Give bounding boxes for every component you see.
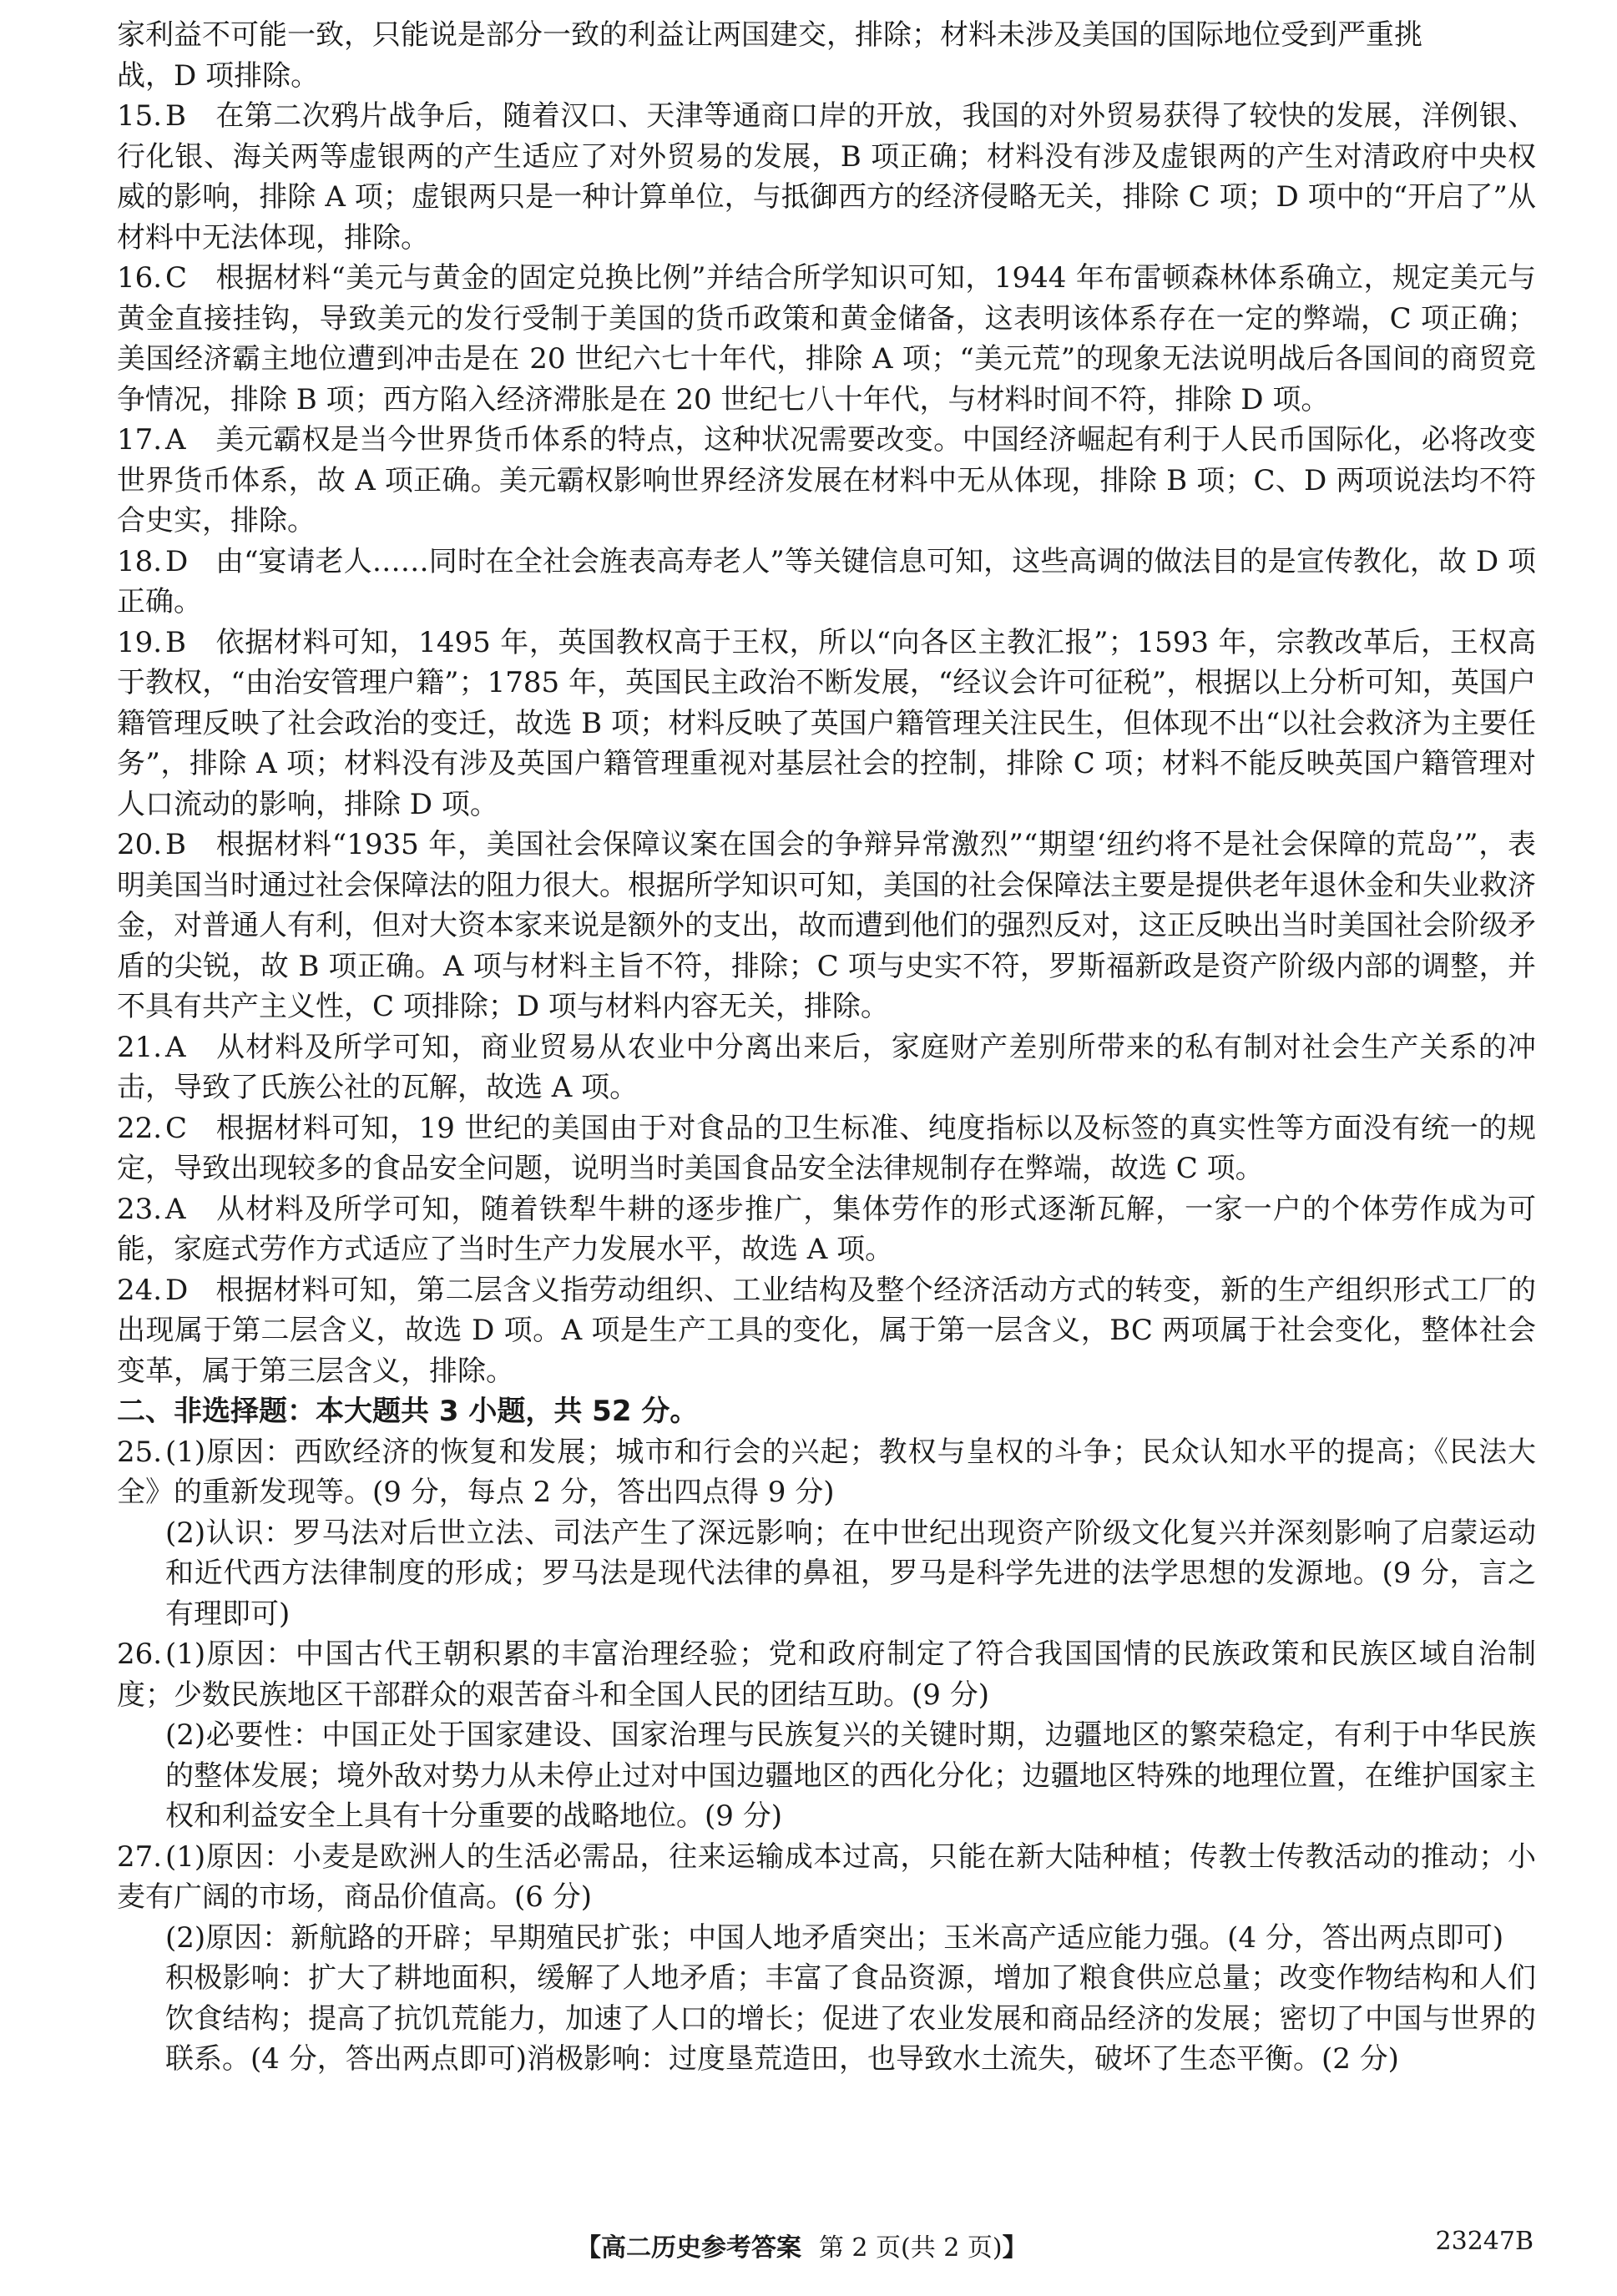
item-answer: B xyxy=(165,828,186,861)
footer-close-bracket: 】 xyxy=(1002,2233,1028,2263)
item-number: 22. xyxy=(117,1111,163,1145)
q25-part-1-text: (1)原因：西欧经济的恢复和发展；城市和行会的兴起；教权与皇权的斗争；民众认知水平的提高；《民法大全》的重新发现等。(9 分，每点 2 分，答出四点得 9 分) xyxy=(117,1435,1536,1509)
q26-part-2: (2)必要性：中国正处于国家建设、国家治理与民族复兴的关键时期，边疆地区的繁荣稳定，有利于中华民族的整体发展；境外敌对势力从未停止过对中国边疆地区的西化分化；边疆地区特殊的地理位置，在维护国家主权和利益安全上具有十分重要的战略地位。(9 分) xyxy=(165,1718,1536,1833)
item-explanation: 依据材料可知，1495 年，英国教权高于王权，所以“向各区主教汇报”；1593 年，宗教改革后，王权高于教权，“由治安管理户籍”；1785 年，英国民主政治不断发展，“经议会许可征税”，根据以上分析可知，英国户籍管理反映了社会政治的变迁，故选 B 项；材料反映了英国户籍管理关注民生，但体现不出“以社会救济为主要任务”，排除 A 项；材料没有涉及英国户籍管理重视对基层社会的控制，排除 C 项；材料不能反映英国户籍管理对人口流动的影响，排除 D 项。 xyxy=(117,625,1536,821)
item-number: 17. xyxy=(117,423,163,457)
item-number: 20. xyxy=(117,828,163,861)
item-explanation: 美元霸权是当今世界货币体系的特点，这种状况需要改变。中国经济崛起有利于人民币国际化，必将改变世界货币体系，故 A 项正确。美元霸权影响世界经济发展在材料中无从体现，排除 B 项；C、D 两项说法均不符合史实，排除。 xyxy=(117,423,1536,537)
answer-item-21 xyxy=(117,1027,1536,1108)
item-explanation: 在第二次鸦片战争后，随着汉口、天津等通商口岸的开放，我国的对外贸易获得了较快的发展，洋例银、行化银、海关两等虚银两的产生适应了对外贸易的发展，B 项正确；材料没有涉及虚银两的产生对清政府中央权威的影响，排除 A 项；虚银两只是一种计算单位，与抵御西方的经济侵略无关，排除 C 项；D 项中的“开启了”从材料中无法体现，排除。 xyxy=(117,99,1536,255)
footer-doc-title: 【高二历史参考答案 xyxy=(576,2233,801,2263)
answer-sheet xyxy=(117,15,1536,2080)
item-number: 26. xyxy=(117,1637,163,1671)
q27-part-1-text: (1)原因：小麦是欧洲人的生活必需品，往来运输成本过高，只能在新大陆种植；传教士传教活动的推动；小麦有广阔的市场，商品价值高。(6 分) xyxy=(117,1839,1536,1914)
item-number: 23. xyxy=(117,1192,163,1226)
page-footer xyxy=(0,2227,1617,2268)
choice-answers xyxy=(117,96,1536,1391)
q26-part-1-text: (1)原因：中国古代王朝积累的丰富治理经验；党和政府制定了符合我国国情的民族政策和民族区域自治制度；少数民族地区干部群众的艰苦奋斗和全国人民的团结互助。(9 分) xyxy=(117,1637,1536,1712)
answer-item-24 xyxy=(117,1270,1536,1392)
item-number: 21. xyxy=(117,1030,163,1064)
q25-part-2: (2)认识：罗马法对后世立法、司法产生了深远影响；在中世纪出现资产阶级文化复兴并深刻影响了启蒙运动和近代西方法律制度的形成；罗马法是现代法律的鼻祖，罗马是科学先进的法学思想的发源地。(9 分，言之有理即可) xyxy=(165,1516,1536,1631)
item-answer: D xyxy=(165,1273,189,1307)
item-number: 25. xyxy=(117,1435,163,1469)
item-number: 16. xyxy=(117,261,163,295)
item-number: 15. xyxy=(117,99,163,133)
item-explanation: 根据材料可知，第二层含义指劳动组织、工业结构及整个经济活动方式的转变，新的生产组织形式工厂的出现属于第二层含义，故选 D 项。A 项是生产工具的变化，属于第一层含义，BC 两项属于社会变化，整体社会变革，属于第三层含义，排除。 xyxy=(117,1273,1536,1388)
question-25 xyxy=(117,1432,1536,1635)
answer-item-15 xyxy=(117,96,1536,258)
item-explanation: 根据材料“美元与黄金的固定兑换比例”并结合所学知识可知，1944 年布雷顿森林体系确立，规定美元与黄金直接挂钩，导致美元的发行受制于美国的货币政策和黄金储备，这表明该体系存在一定的弊端，C 项正确；美国经济霸主地位遭到冲击是在 20 世纪六七十年代，排除 A 项；“美元荒”的现象无法说明战后各国间的商贸竞争情况，排除 B 项；西方陷入经济滞胀是在 20 世纪七八十年代，与材料时间不符，排除 D 项。 xyxy=(117,261,1536,416)
item-answer: A xyxy=(165,1030,186,1064)
item-explanation: 根据材料“1935 年，美国社会保障议案在国会的争辩异常激烈”“期望‘纽约将不是社会保障的荒岛’”，表明美国当时通过社会保障法的阻力很大。根据所学知识可知，美国的社会保障法主要是提供老年退休金和失业救济金，对普通人有利，但对大资本家来说是额外的支出，故而遭到他们的强烈反对，这正反映出当时美国社会阶级矛盾的尖锐，故 B 项正确。A 项与材料主旨不符，排除；C 项与史实不符，罗斯福新政是资产阶级内部的调整，并不具有共产主义性，C 项排除；D 项与材料内容无关，排除。 xyxy=(117,828,1536,1023)
answer-item-18 xyxy=(117,542,1536,623)
section-heading: 二、非选择题：本大题共 3 小题，共 52 分。 xyxy=(117,1395,699,1428)
answer-item-16 xyxy=(117,258,1536,420)
item-answer: C xyxy=(165,261,188,295)
question-26 xyxy=(117,1634,1536,1837)
q26-part-1 xyxy=(117,1634,1536,1715)
item-number: 27. xyxy=(117,1839,163,1874)
item-answer: B xyxy=(165,99,186,133)
item-answer: B xyxy=(165,625,186,659)
item-explanation: 从材料及所学可知，随着铁犁牛耕的逐步推广，集体劳作的形式逐渐瓦解，一家一户的个体劳作成为可能，家庭式劳作方式适应了当时生产力发展水平，故选 A 项。 xyxy=(117,1192,1536,1266)
answer-item-23 xyxy=(117,1189,1536,1270)
item-answer: C xyxy=(165,1111,188,1145)
item-explanation: 由“宴请老人……同时在全社会旌表高寿老人”等关键信息可知，这些高调的做法目的是宣传教化，故 D 项正确。 xyxy=(117,544,1536,618)
item-explanation: 根据材料可知，19 世纪的美国由于对食品的卫生标准、纯度指标以及标签的真实性等方面没有统一的规定，导致出现较多的食品安全问题，说明当时美国食品安全法律规制存在弊端，故选 C 项。 xyxy=(117,1111,1536,1185)
footer-doc-code: 23247B xyxy=(1435,2227,1534,2256)
answer-item-19 xyxy=(117,623,1536,825)
item-answer: D xyxy=(165,544,189,578)
item-explanation: 从材料及所学可知，商业贸易从农业中分离出来后，家庭财产差别所带来的私有制对社会生产关系的冲击，导致了氏族公社的瓦解，故选 A 项。 xyxy=(117,1030,1536,1104)
q25-part-1 xyxy=(117,1432,1536,1513)
item-answer: A xyxy=(165,423,186,457)
item-number: 18. xyxy=(117,544,163,578)
item-number: 19. xyxy=(117,625,163,659)
q27-part-2: (2)原因：新航路的开辟；早期殖民扩张；中国人地矛盾突出；玉米高产适应能力强。(4 分，答出两点即可) xyxy=(165,1920,1504,1955)
item-number: 24. xyxy=(117,1273,163,1307)
intro-line-2: 战，D 项排除。 xyxy=(117,58,320,93)
answer-item-17 xyxy=(117,420,1536,542)
question-27 xyxy=(117,1837,1536,2080)
footer-title xyxy=(576,2227,1028,2263)
item-answer: A xyxy=(165,1192,186,1226)
q27-part-3: 积极影响：扩大了耕地面积，缓解了人地矛盾；丰富了食品资源，增加了粮食供应总量；改变作物结构和人们饮食结构；提高了抗饥荒能力，加速了人口的增长；促进了农业发展和商品经济的发展；密切了中国与世界的联系。(4 分，答出两点即可)消极影响：过度垦荒造田，也导致水土流失，破坏了生态平衡。(2 分) xyxy=(165,1961,1536,2076)
answer-item-22 xyxy=(117,1108,1536,1189)
q27-part-1 xyxy=(117,1837,1536,1918)
answer-item-20 xyxy=(117,825,1536,1027)
intro-line-1: 家利益不可能一致，只能说是部分一致的利益让两国建交，排除；材料未涉及美国的国际地位受到严重挑 xyxy=(117,18,1422,52)
footer-page-number: 第 2 页(共 2 页) xyxy=(818,2233,1003,2263)
